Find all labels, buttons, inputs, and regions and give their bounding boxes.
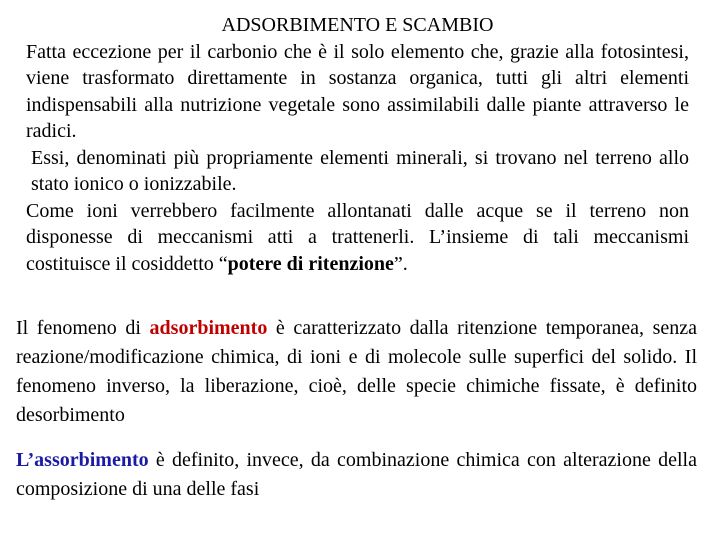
absorption-definition: è definito, invece, da combinazione chimica con alterazione della composizione di una delle fasi bbox=[16, 449, 697, 500]
paragraph-carbon: Fatta eccezione per il carbonio che è il solo elemento che, grazie alla fotosintesi, viene trasformato direttamente in sostanza organica, tutti gli altri elementi indispensabili alla nutrizione vegetale sono assimilabili dalle piante attraverso le radici. bbox=[26, 40, 689, 142]
text-box bbox=[26, 12, 689, 277]
section-title: ADSORBIMENTO E SCAMBIO bbox=[221, 14, 494, 36]
paragraph-adsorption bbox=[16, 314, 697, 430]
adsorption-lead: Il fenomeno di bbox=[16, 317, 150, 339]
retention-term: potere di ritenzione bbox=[227, 252, 394, 275]
absorption-term: L’assorbimento bbox=[16, 449, 149, 471]
retention-text: Come ioni verrebbero facilmente allontanati dalle acque se il terreno non disponesse di meccanismi atti a trattenerli. L’insieme di tali meccanismi costituisce il cosiddetto “ bbox=[26, 199, 689, 275]
paragraph-mineral-elements: Essi, denominati più propriamente elementi minerali, si trovano nel terreno allo stato ionico o ionizzabile. bbox=[31, 146, 689, 195]
paragraph-absorption bbox=[16, 446, 697, 504]
retention-text-end: ”. bbox=[393, 252, 408, 275]
adsorption-term: adsorbimento bbox=[149, 317, 268, 339]
adsorption-definition: è caratterizzato dalla ritenzione temporanea, senza reazione/modificazione chimica, di ioni e di molecole sulle superfici del solido. Il fenomeno inverso, la liberazione, cioè, delle specie chimiche fissate, è definito desorbimento bbox=[16, 317, 697, 426]
paragraph-retention bbox=[26, 198, 689, 278]
